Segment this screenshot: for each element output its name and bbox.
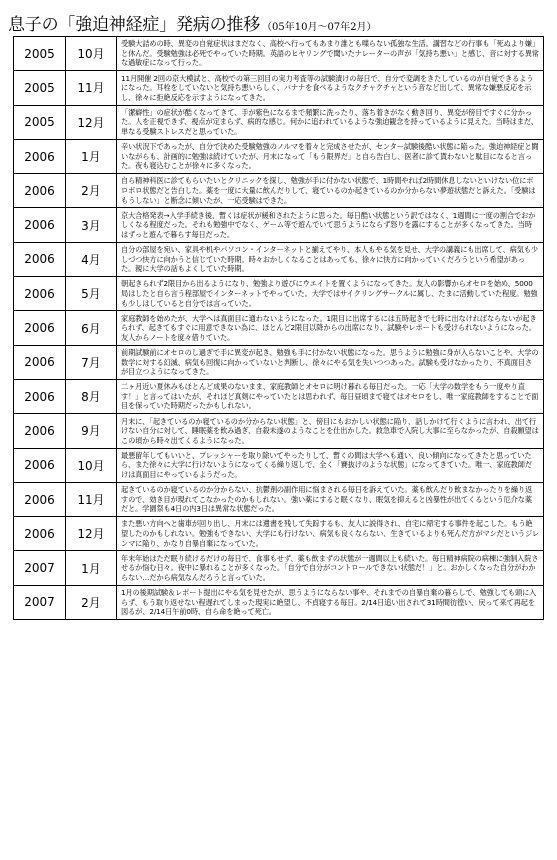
description-cell xyxy=(117,242,544,276)
description-text: 自分の部屋を宛い、家具や机やパソコン・インターネットと揃えてやり、本人もやる気を見せ、大学の講義にも出席して、病気も少しづつ快方に向かうと信じていた時期。時々おかしくなることはあっても、徐々に快方に向かっていくだろうという希望があった。親に大学の話もよくしていた時期。 xyxy=(121,245,539,274)
year-cell: 2005 xyxy=(14,105,66,139)
table-row xyxy=(14,242,544,276)
year-cell: 2006 xyxy=(14,277,66,311)
month-cell: 8月 xyxy=(66,379,117,413)
description-cell xyxy=(117,208,544,242)
description-cell xyxy=(117,482,544,516)
description-text: 受験大詰めの時、異変の自覚症状はまだなく、高校へ行ってもあまり誰とも喋らない孤独な生活。講習などの行事も「死ぬより嫌」と休んだ。受験勉強は必死でやっていた時期。英語のヒヤリングで聞いたナレーターの声が「気持ち悪い」と感じ、音に対する異常な過敏症になって行った。 xyxy=(121,39,539,68)
year-cell: 2005 xyxy=(14,71,66,105)
month-cell: 6月 xyxy=(66,311,117,345)
table-row xyxy=(14,71,544,105)
table-row xyxy=(14,208,544,242)
month-cell: 5月 xyxy=(66,277,117,311)
month-cell: 10月 xyxy=(66,37,117,71)
month-cell: 2月 xyxy=(66,174,117,208)
month-cell: 9月 xyxy=(66,414,117,448)
month-cell: 4月 xyxy=(66,242,117,276)
table-row xyxy=(14,517,544,551)
month-cell: 1月 xyxy=(66,139,117,173)
year-cell: 2007 xyxy=(14,551,66,585)
timeline-table xyxy=(13,36,544,620)
description-cell xyxy=(117,139,544,173)
description-cell xyxy=(117,37,544,71)
description-text: 最悪留年してもいいと、プレッシャーを取り除いてやったりして、暫くの間は大学へも通い、良い傾向になってきたと思っていたら、また徐々に大学に行けないようになってくる繰り返しで、全く「賽抜けのような状態」になってきていた。唯一、家庭教師だけは真面目にやっているようだった。 xyxy=(121,450,532,479)
page-header xyxy=(8,10,553,34)
description-cell xyxy=(117,551,544,585)
description-text: 月末に、「起きているのか寝ているのか分からない状態」と、傍目にもおかしい状態に陥り、話しかけて行くように言われ、出て行けない自分に対して、睡眠薬を飲み過ぎ、自殺未遂のようなことを仕出かした。救急車で入院し大事に至らなかったが、自殺願望はこの頃から時々出てくるようになった。 xyxy=(121,416,539,445)
description-text: 京大合格発表→入学手続き後、暫くは症状が緩和されたように思った。毎日酷い状態という訳ではなく、1週間に一度の割合でおかしくなる程度だった。それも勉強中でなく、ゲーム等で遊んでいて思うようにならず怒りを露にすることが多くなってきた。当時はずっと遊んで暮らす毎日だった。 xyxy=(121,210,536,239)
month-cell: 2月 xyxy=(66,585,117,619)
description-text: 1月の後期試験＆レポート提出にやる気を見せたが、思うようにならない事や、それまでの自暴自棄の暮らしで、勉強しても頭に入らず、もう取り返せない程遅れてしまった現実に絶望し、不貞寝する毎日。2/14日追い出されて31時間彷徨い、戻って来て再起を図るが、2/14日午前0時、自ら命を絶って死亡。 xyxy=(121,588,537,617)
description-text: 二ヶ月近い夏休みもほとんど成果のないまま、家庭教師とオセロに明け暮れる毎日だった。一応「大学の数学をもう一度やり直す！」と言ってはいたが、それほど真剣にやっていたとは思われず、毎日昼頃まで寝てはオセロをし、唯一家庭教師をすることで面目を保っていた時期だったかもしれない。 xyxy=(121,382,539,411)
month-cell: 1月 xyxy=(66,551,117,585)
description-text: 「潔癖性」の症状が酷くなってきて、手が紫色になるまで頻繁に洗ったり、落ち着きがなく動き回り、異変が傍目ですぐに分かった。人を正視できず、視点が定まらず、病的な感じ。何かに追われているような強迫観念を持っているように見えた。当時はまだ、単なる受験ストレスだと思っていた。 xyxy=(121,107,539,137)
page-title: 息子の「強迫神経症」発病の推移 xyxy=(8,15,260,35)
year-cell: 2006 xyxy=(14,311,66,345)
description-cell xyxy=(117,379,544,413)
year-cell: 2005 xyxy=(14,37,66,71)
description-text: また悪い方向へと歯車が回り出し、月末には遺書を残して失踪するも、友人に説得され、自宅に帰宅する事件を起こした。もう絶望したのかもしれない。勉強もできない、大学にも行けない、病気も良くならない、生きているよりも死んだ方がマシだというジレンマに陥り、かなり自暴自棄になっていた。 xyxy=(121,519,539,548)
description-cell xyxy=(117,71,544,105)
year-cell: 2006 xyxy=(14,517,66,551)
description-cell xyxy=(117,414,544,448)
month-cell: 11月 xyxy=(66,71,117,105)
table-row xyxy=(14,311,544,345)
table-row xyxy=(14,414,544,448)
description-text: 年末年始はただ眠り続けるだけの毎日で、食事もせず、薬も飲まずの状態が一週間以上も続いた。毎日精神病院の病棟に強制入院させるか悩む日々。夜中に暴れることが多くなった。「自分で自分がコントロールできない状態だ！」と。おかしくなった自分がわからない…だから病気なんだろうと言っていた。 xyxy=(121,553,539,582)
year-cell: 2006 xyxy=(14,414,66,448)
description-cell xyxy=(117,345,544,379)
description-cell xyxy=(117,517,544,551)
table-row xyxy=(14,37,544,71)
year-cell: 2006 xyxy=(14,242,66,276)
year-cell: 2006 xyxy=(14,174,66,208)
description-text: 11月開催 2回の京大模試と、高校での第三回目の実力考査等の試験漬けの毎日で、自分で変調をきたしているのが自覚できるようになった。耳栓をしていないと気持ち悪いらしく、バナナを食べるようなクチャクチャという音など出して、異常な嫌悪反応を示し、徐々に拒絶反応を示すようになってきた。 xyxy=(121,73,534,102)
description-text: 起きているのか寝ているのか分からない、抗鬱剤の副作用に悩まされる毎日を訴えていた。薬も飲んだり飲まなかったりを繰り返すので、効き目が現れてこなかったのかもしれない。強い薬にすると眠くなり、眠気を抑えると凶暴性が出てくるという厄介な薬だと。学園祭も4日の内3日は異常な状態だった。 xyxy=(121,485,533,514)
month-cell: 11月 xyxy=(66,482,117,516)
year-cell: 2006 xyxy=(14,482,66,516)
table-row xyxy=(14,277,544,311)
description-text: 朝起きられず2限目から出るようになり、勉強より遊びにウエイトを置くようになってきた。友人の影響からオセロを始め、5000局はしたと自ら言う程部屋でインターネットでやっていた。大学ではサイクリングサークルに属し、たまに活動していた程度。勉強も少しはしていると自分では言っていた。 xyxy=(121,279,538,308)
year-cell: 2006 xyxy=(14,139,66,173)
table-row xyxy=(14,345,544,379)
year-cell: 2006 xyxy=(14,208,66,242)
description-text: 前期試験前にオセロのし過ぎで手に異変が起き、勉強も手に付かない状態になった。思うように勉強に身が入らないことや、大学の数学に対する幻滅、病気も回復に向かっていないと判断し、徐々にやる気を失いつつあった。試験も受けなかったり、不真面目さが目立つようになってきた。 xyxy=(121,347,539,377)
year-cell: 2006 xyxy=(14,379,66,413)
table-row xyxy=(14,551,544,585)
table-row xyxy=(14,139,544,173)
year-cell: 2006 xyxy=(14,448,66,482)
description-cell xyxy=(117,174,544,208)
month-cell: 3月 xyxy=(66,208,117,242)
description-text: 家庭教師を始めたが、大学へは真面目に通わないようになった。1限目に出席するには五時起きで七時に出なければならないが起きられず、起きてもすぐに用意できない為に、ほとんど2限目以降からの出席になり、試験やレポートも受けられないようになった。友人からノートを度々借りていた。 xyxy=(121,313,537,342)
table-row xyxy=(14,105,544,139)
timeline-body xyxy=(14,37,544,620)
table-row xyxy=(14,448,544,482)
month-cell: 12月 xyxy=(66,105,117,139)
description-cell xyxy=(117,448,544,482)
description-text: 辛い状況下であったが、自分で決めた受験勉強のノルマを着々と完成させたが、センター試験後酷い状態に陥った。強迫神経症と闘いながらも、計画的に勉強は続けていたが、月末になって「もう限界だ」と自ら告白し、医者に診て貰わないと駄目になると言った。夜も寝込むことが徐々に多くなった。 xyxy=(121,142,539,171)
page-subtitle: （05年10月～07年2月） xyxy=(262,22,377,33)
description-cell xyxy=(117,585,544,619)
table-row xyxy=(14,585,544,619)
month-cell: 7月 xyxy=(66,345,117,379)
table-row xyxy=(14,482,544,516)
table-row xyxy=(14,379,544,413)
month-cell: 12月 xyxy=(66,517,117,551)
month-cell: 10月 xyxy=(66,448,117,482)
year-cell: 2007 xyxy=(14,585,66,619)
year-cell: 2006 xyxy=(14,345,66,379)
description-cell xyxy=(117,105,544,139)
description-cell xyxy=(117,277,544,311)
description-text: 自ら精神科医に診てもらいたいとクリニックを探し、勉強が手に付かない状態で、1時間やれば2時間休息しないといけない位にボロボロ状態だと告白した。薬を一度に大量に飲んだりして、寝ているのか起きているのか分からない夢遊状態だと訴えた。「受験はもうしない」と断念に傾いたが、一応受験はできた。 xyxy=(121,176,536,205)
table-row xyxy=(14,174,544,208)
description-cell xyxy=(117,311,544,345)
